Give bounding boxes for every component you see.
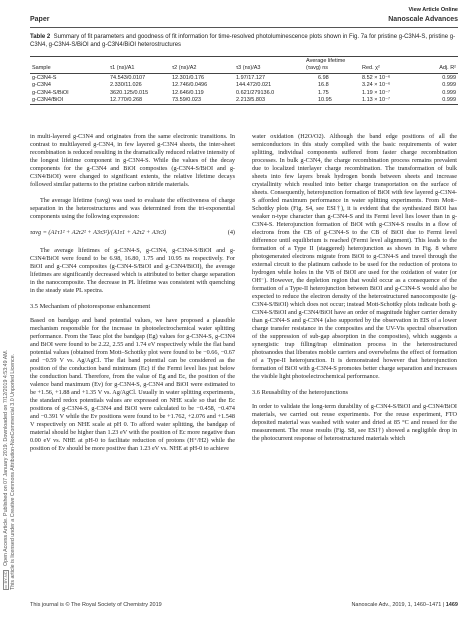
cell-tau1: 3620.125/0.015 (110, 89, 149, 96)
table-row (30, 97, 458, 105)
fit-parameters-table (30, 56, 458, 105)
cell-chi: 1.19 × 10⁻⁷ (362, 89, 390, 96)
section-heading-3-6: 3.6 Reusability of the heterojunctions (252, 389, 349, 396)
page-header (30, 7, 458, 27)
cell-tau2: 73.59/0.023 (172, 97, 202, 103)
paragraph: The average lifetimes of g-C3N4-S, g-C3N4, g-C3N4-S/BiOI and g-C3N4/BiOI were found to be 6.98, 16.80, 1.75 and 10.95 ns respectively. For BiOI and g-C3N4 composites (g-C3N4-S/BiOI and g-C3N4/BiOI), the average lifetimes are significantly decreased which is attributed to better charge separation in the nanocomposite. The decrease in PL lifetime was consistent with quenching in the steady state PL spectra. (30, 247, 235, 294)
col-header-adj-r: Adj. R² (439, 65, 456, 71)
cell-sample: g-C3N4-S/BiOI (32, 89, 69, 96)
paragraph: Based on bandgap and band potential values, we have proposed a plausible mechanism responsible for the increase in photoelectrochemical water splitting performance. From the Tauc plot the bandgap (Eg) values for g-C3N4-S, g-C3N4 and BiOI were found to be 2.22, 2.55 and 1.74 eV respectively while the flat band potential values (obtained from Mott–Schottky plot were found to be −0.66, −0.67 and −0.59 V vs. Ag/AgCl. The flat band potential can be considered as the position of the conduction band minimum (Ec) if the Fermi level lies just below the conduction band. Therefore, from the value of Eg and Ec, the position of the valence band maximum (Ev) for g-C3N4-S, g-C3N4 and BiOI were estimated to be +1.56, +1.88 and +1.35 V vs. Ag/AgCl. Usually in water splitting experiments, the standard redox potentials values are expressed on NHE scale so that the Ec positions of g-C3N4-S, g-C3N4 and BiOI were calculated to be −0.458, −0.474 and −0.391 V while the Ev positions were found to be +1.762, +2.076 and +1.548 V respectively on NHE scale at pH 0. To afford water splitting, the bandgap of material should be higher than 1.23 eV with the position of Ec more negative than 0.00 eV vs. NHE at pH-0 to facilitate reduction of protons (H⁺/H2) while the position of Ev should be more positive than 1.23 eV vs. NHE at pH-0 to achieve (30, 317, 235, 452)
paragraph: In order to validate the long-term durability of g-C3N4-S/BiOI and g-C3N4/BiOI materials, we carried out reuse experiments. For the reuse experiment, FTO deposited material was washed with water and dried at 85 °C and reused for the measurement. The reuse results (Fig. S8, see ESI†) showed a negligible drop in the photocurrent response of heterostructured materials which (252, 403, 457, 442)
cell-chi: 1.13 × 10⁻⁷ (362, 97, 390, 103)
license-line-2[interactable]: This article is licensed under a Creative Commons Attribution-NonCommercial 3.0 Unported Licence. (10, 353, 16, 590)
col-header-tau3: τ3 (ns)/A3 (236, 65, 261, 71)
cell-tau2: 12.301/0.176 (172, 74, 205, 81)
journal-name: Nanoscale Advances (388, 16, 458, 23)
right-column (252, 133, 457, 451)
cell-sample: g-C3N4-S (32, 74, 57, 81)
table-row (30, 89, 458, 97)
cc-license-badge[interactable]: cc BY-NC (3, 571, 8, 589)
cell-tau2: 12.746/0.0496 (172, 82, 208, 88)
paragraph: The average lifetime (τavg) was used to evaluate the effectiveness of charge separation in the heterostructures and was determined from the tri-exponential components using the following expression: (30, 197, 235, 220)
col-header-sample: Sample (32, 65, 51, 71)
table-row (30, 74, 458, 82)
section-heading-3-5: 3.5 Mechanism of photoresponse enhancement (30, 303, 151, 310)
cell-tau3: 2.213/5.803 (236, 97, 266, 103)
cell-avg: 10.95 (318, 97, 332, 103)
paragraph: in multi-layered g-C3N4 and originates from the same electronic transitions. In contrast to multilayered g-C3N4, in few layered g-C3N4 sheets, the inter-sheet recombination is reduced resulting in the dramatically reduced relative intensity of the longest lifetime component in g-C3N4-S. While the values of the decay components for the g-C3N4 and BiOI composites (g-C3N4-S/BiOI and g-C3N4/BiOI) were changed to significant extents, the relative lifetime decays followed similar patterns to the pristine carbon nitride materials. (30, 133, 235, 188)
cell-tau1: 12.770/0.268 (110, 97, 143, 103)
col-header-tau1: τ1 (ns)/A1 (110, 65, 135, 71)
cell-tau3: 1.97/17.127 (236, 74, 266, 81)
cell-r2: 0.999 (442, 89, 456, 96)
col-header-tau2: τ2 (ns)/A2 (172, 65, 197, 71)
view-article-online-link[interactable]: View Article Online (408, 7, 458, 13)
cell-sample: g-C3N4/BiOI (32, 97, 64, 103)
cell-r2: 0.999 (442, 97, 456, 103)
equation-4 (30, 229, 235, 237)
equation-number: (4) (227, 229, 235, 236)
cell-sample: g-C3N4 (32, 82, 51, 88)
paragraph: water oxidation (H2O/O2). Although the band edge positions of all the semiconductors in this study complied with the basic requirements of water splitting, individual components suffered from faster charge recombination processes. In bulk g-C3N4, the charge recombination process remains prevalent due to localized interlayer charge recombination. The transformation of bulk sheets into few layers break hydrogen bonds between sheets and increase crystallinity which resulted into better charge transportation on the surface of sheets. Consequently, heterojunction formation of BiOI with few layered g-C3N4-S afforded maximum performance in water splitting experiments. From Mott–Schottky plots (Fig. S4, see ESI†), it is evident that the synthesized BiOI has weaker n-type character than g-C3N4-S and its Fermi level lies lower than in g-C3N4-S. Heterojunction formation of BiOI with g-C3N4-S results in a flow of electrons from the CB of g-C3N4-S to the CB of BiOI due to Fermi level difference until equilibrium is reached (Fermi level alignment). This leads to the formation of a Type II (staggered) heterojunction as shown in Fig. 8 where photogenerated electrons migrate from BiOI to g-C3N4-S and travel through the external circuit to the platinum cathode to be used for the reduction of protons to hydrogen while holes in the VB of BiOI are used for the oxidation of water (or OH⁻). However, the depletion region that would occur as a consequence of the formation of a Type-II heterojunction between BiOI and g-C3N4-S would also be expected to reduce the electron density of the heterostructured nanocomposite (g-C3N4-S/BiOI) which does not occur; instead Mott-Schottky plots indicate both g-C3N4-S/BiOI and g-C3N4/BiOI have an order of magnitude higher carrier density than g-C3N4-S and g-C3N4 (also supported by the observation in EIS of a lower charge transfer resistance in the composites and the UV-Vis spectral observation of the suppression of sub-gap absorption in the composites), which suggests a synergistic trap filling/trap elimination process in the heterostructured photoanodes that liberates mobile carriers and overwhelms the effect of formation of a Type-II heterojunction. It is demonstrated however that heterojunction formation of BiOI with g-C3N4-S promotes better charge separation and increases the visible light photoelectrochemical performance. (252, 133, 457, 380)
cell-chi: 3.24 × 10⁻⁶ (362, 82, 391, 88)
cell-tau2: 12.646/0.119 (172, 89, 204, 96)
cell-chi: 8.52 × 10⁻⁶ (362, 74, 391, 81)
cell-r2: 0.999 (442, 74, 456, 81)
cell-tau1: 74.543/0.0107 (110, 74, 146, 81)
equation-expression: τavg = (A1τ1² + A2τ2² + A3τ3²)/(A1τ1 + A2τ2 + A3τ3) (30, 229, 167, 236)
cell-avg: 16.8 (318, 82, 329, 88)
cell-tau3: 144.472/0.021 (236, 82, 272, 88)
license-sidebar (0, 0, 22, 620)
section-label: Paper (30, 16, 50, 23)
page-number: 1469 (445, 602, 458, 608)
citation-text: Nanoscale Adv., 2019, 1, 1460–1471 | (351, 602, 445, 608)
header-rule (30, 27, 458, 28)
col-header-avg-lifetime: Average lifetime (τavg) ns (306, 58, 346, 71)
copyright-notice: This journal is © The Royal Society of Chemistry 2019 (30, 602, 162, 608)
cell-avg: 6.98 (318, 74, 329, 81)
table-caption-text: Summary of fit parameters and goodness of fit information for time-resolved photoluminescence plots shown in Fig. 7a for pristine g-C3N4-S, pristine g-C3N4, g-C3N4-S/BiOI and g-C3N4/BiOI heterostructures (30, 34, 456, 48)
table-header-row (30, 57, 458, 74)
cell-avg: 1.75 (318, 89, 329, 96)
col-header-red-chi: Red. χ² (362, 65, 380, 71)
table-caption-label: Table 2 (30, 34, 51, 40)
cell-r2: 0.999 (442, 82, 456, 88)
citation (351, 602, 458, 608)
license-text (3, 130, 17, 590)
license-line-1: Open Access Article. Published on 07 January 2019. Downloaded on 7/12/2019 4:53:49 AM. (3, 349, 9, 566)
table-row (30, 82, 458, 90)
left-column (30, 133, 235, 461)
table-caption (30, 33, 458, 49)
cell-tau1: 2.330/11.026 (110, 82, 142, 88)
cell-tau3: 0.621/279136.0 (236, 89, 275, 96)
